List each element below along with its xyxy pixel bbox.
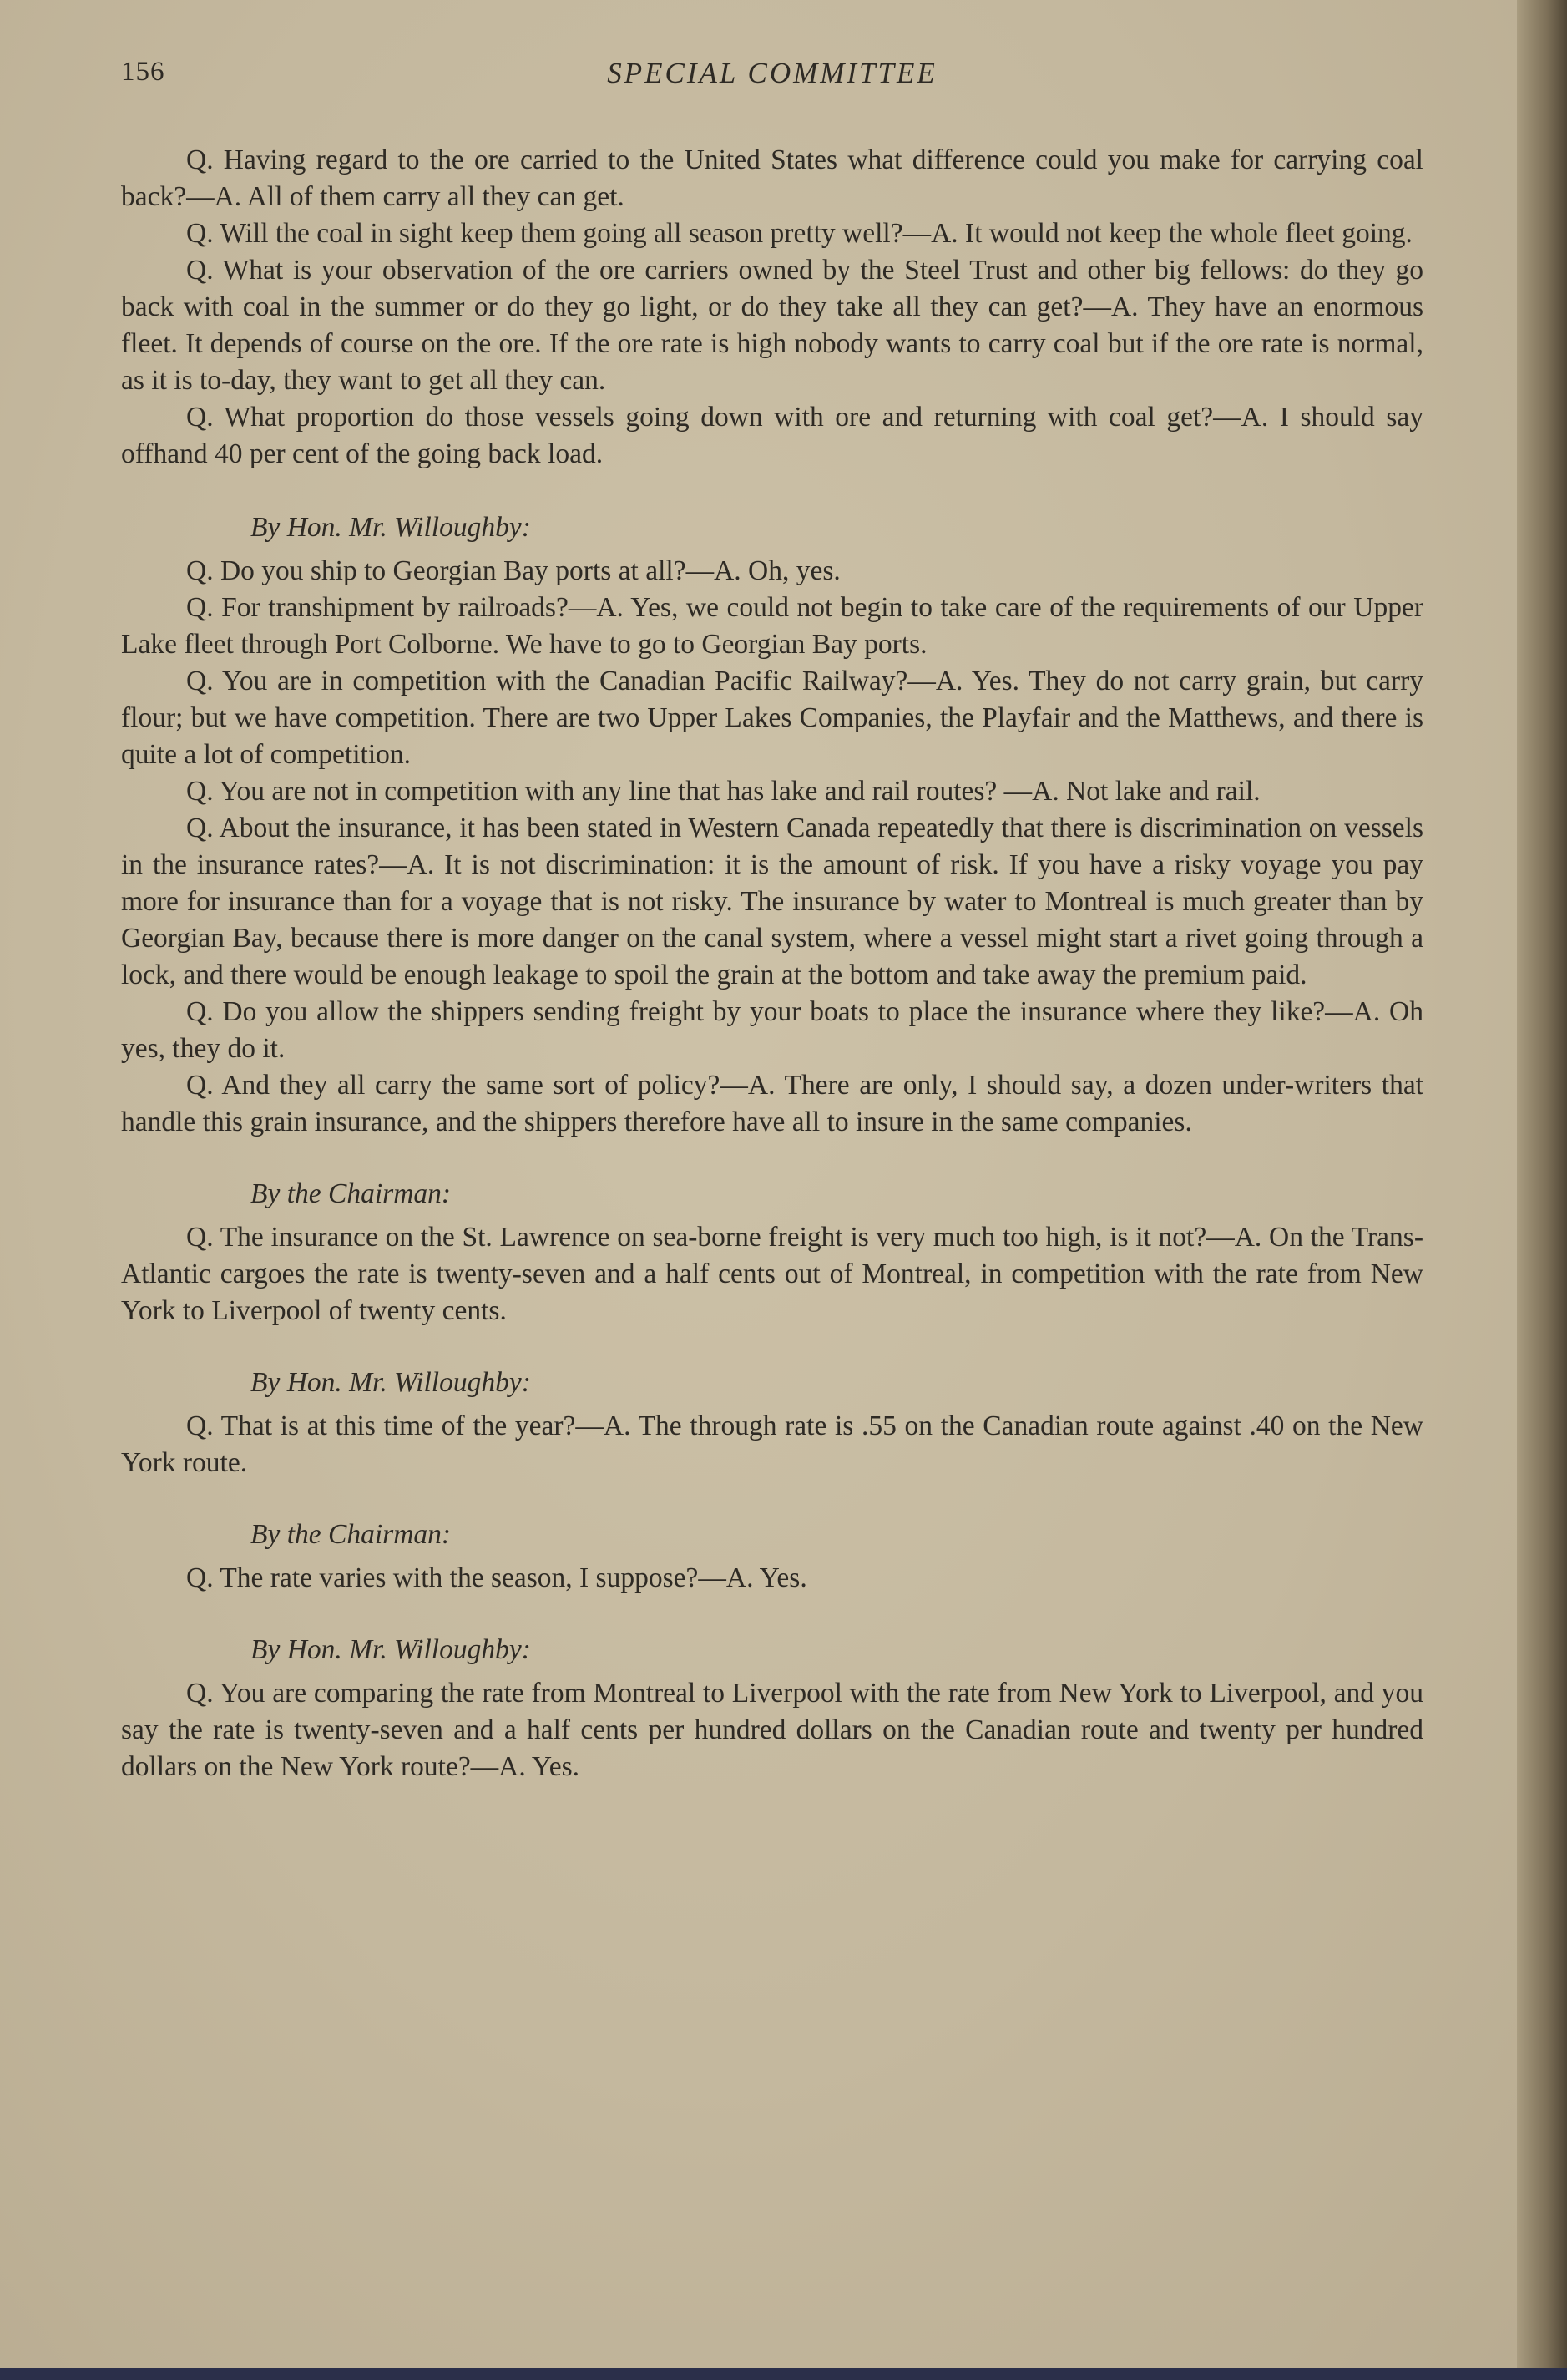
speaker-heading: By the Chairman: — [250, 1178, 452, 1209]
speaker-heading: By the Chairman: — [250, 1519, 452, 1550]
question-answer: Q. The rate varies with the season, I suppose?—A. Yes. — [186, 1562, 807, 1593]
page-header — [121, 57, 1423, 99]
transcript-body — [121, 142, 1423, 1785]
question-answer: Q. The insurance on the St. Lawrence on sea-borne freight is very much too high, is it not?—A. On the Trans-Atlantic cargoes the rate is twenty-seven and a half cents out of Montreal, in competition with the rate from New York to Liverpool of twenty cents. — [121, 1222, 1423, 1326]
page-number: 156 — [121, 57, 165, 87]
question-answer: Q. Do you ship to Georgian Bay ports at all?—A. Oh, yes. — [186, 555, 841, 586]
page-binding-edge — [1517, 0, 1567, 2380]
question-answer: Q. And they all carry the same sort of policy?—A. There are only, I should say, a dozen under-writers that handle this grain insurance, and the shippers therefore have all to insure in the same companies. — [121, 1070, 1423, 1137]
page-bottom-edge — [0, 2368, 1567, 2380]
speaker-heading: By Hon. Mr. Willoughby: — [250, 1634, 531, 1665]
question-answer: Q. You are not in competition with any line that has lake and rail routes? —A. Not lake and rail. — [186, 776, 1261, 807]
question-answer: Q. Will the coal in sight keep them going all season pretty well?—A. It would not keep the whole fleet going. — [186, 218, 1413, 249]
speaker-heading: By Hon. Mr. Willoughby: — [250, 512, 531, 543]
question-answer: Q. You are comparing the rate from Montreal to Liverpool with the rate from New York to Liverpool, and you say the rate is twenty-seven and a half cents per hundred dollars on the Canadian route and twenty per hundred dollars on the New York route?—A. Yes. — [121, 1678, 1423, 1782]
question-answer: Q. What proportion do those vessels going down with ore and returning with coal get?—A. I should say offhand 40 per cent of the going back load. — [121, 402, 1423, 469]
speaker-heading: By Hon. Mr. Willoughby: — [250, 1367, 531, 1398]
question-answer: Q. Having regard to the ore carried to the United States what difference could you make for carrying coal back?—A. All of them carry all they can get. — [121, 144, 1423, 212]
question-answer: Q. You are in competition with the Canadian Pacific Railway?—A. Yes. They do not carry grain, but carry flour; but we have competition. There are two Upper Lakes Companies, the Playfair and the Matthews, and there is quite a lot of competition. — [121, 666, 1423, 770]
question-answer: Q. What is your observation of the ore carriers owned by the Steel Trust and other big fellows: do they go back with coal in the summer or do they go light, or do they take all they can get?—A. They have an enormous fleet. It depends of course on the ore. If the ore rate is high nobody wants to carry coal but if the ore rate is normal, as it is to-day, they want to get all they can. — [121, 255, 1423, 396]
question-answer: Q. That is at this time of the year?—A. The through rate is .55 on the Canadian route against .40 on the New York route. — [121, 1410, 1423, 1478]
question-answer: Q. For transhipment by railroads?—A. Yes, we could not begin to take care of the requirements of our Upper Lake fleet through Port Colborne. We have to go to Georgian Bay ports. — [121, 592, 1423, 660]
running-head: SPECIAL COMMITTEE — [607, 57, 938, 89]
question-answer: Q. About the insurance, it has been stated in Western Canada repeatedly that there is discrimination on vessels in the insurance rates?—A. It is not discrimination: it is the amount of risk. If you have a risky voyage you pay more for insurance than for a voyage that is not risky. The insurance by water to Montreal is much greater than by Georgian Bay, because there is more danger on the canal system, where a vessel might start a rivet going through a lock, and there would be enough leakage to spoil the grain at the bottom and take away the premium paid. — [121, 813, 1423, 990]
question-answer: Q. Do you allow the shippers sending freight by your boats to place the insurance where they like?—A. Oh yes, they do it. — [121, 996, 1423, 1064]
